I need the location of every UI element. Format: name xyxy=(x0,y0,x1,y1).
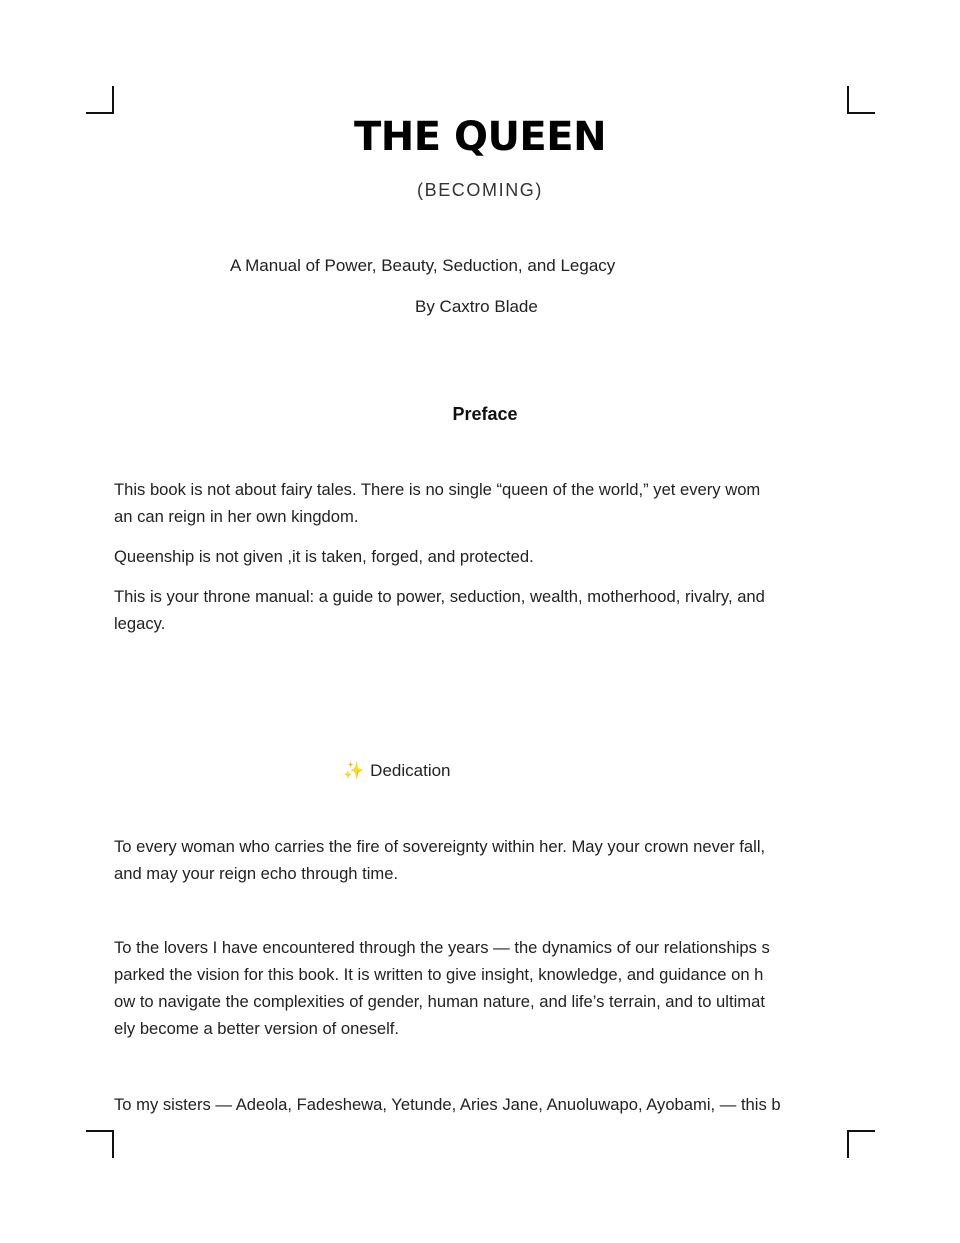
text-line: To my sisters — Adeola, Fadeshewa, Yetunde, Aries Jane, Anuoluwapo, Ayobami, — this b xyxy=(114,1095,781,1114)
text-line: To every woman who carries the fire of sovereignty within her. May your crown never fall, xyxy=(114,837,766,856)
preface-paragraph-3 xyxy=(114,583,854,637)
preface-heading: Preface xyxy=(452,404,518,424)
dedication-paragraph-1 xyxy=(114,833,854,887)
book-title: THE QUEEN xyxy=(353,114,607,160)
text-line: ely become a better version of oneself. xyxy=(114,1019,400,1038)
preface-paragraph-2 xyxy=(114,543,854,570)
text-line: ow to navigate the complexities of gender, human nature, and life’s terrain, and to ultimat xyxy=(114,992,765,1011)
text-line: This book is not about fairy tales. There is no single “queen of the world,” yet every wom xyxy=(114,480,761,499)
dedication-paragraph-3 xyxy=(114,1091,854,1118)
dedication-paragraph-2 xyxy=(114,934,854,1042)
text-line: Queenship is not given ,it is taken, forged, and protected. xyxy=(114,547,534,566)
book-tagline: A Manual of Power, Beauty, Seduction, and Legacy xyxy=(230,256,616,275)
crop-mark-top-right xyxy=(847,86,875,114)
crop-mark-top-left xyxy=(86,86,114,114)
dedication-heading-label: Dedication xyxy=(370,761,451,780)
book-author: By Caxtro Blade xyxy=(415,297,538,316)
text-line: This is your throne manual: a guide to power, seduction, wealth, motherhood, rivalry, and xyxy=(114,587,765,606)
text-line: legacy. xyxy=(114,614,166,633)
crop-mark-bottom-right xyxy=(847,1130,875,1158)
crop-mark-bottom-left xyxy=(86,1130,114,1158)
book-subtitle: (BECOMING) xyxy=(417,180,543,200)
sparkles-icon: ✨ xyxy=(343,761,365,780)
dedication-heading xyxy=(343,761,451,781)
preface-paragraph-1 xyxy=(114,476,854,530)
text-line: an can reign in her own kingdom. xyxy=(114,507,359,526)
text-line: and may your reign echo through time. xyxy=(114,864,399,883)
text-line: To the lovers I have encountered through the years — the dynamics of our relationships s xyxy=(114,938,770,957)
text-line: parked the vision for this book. It is written to give insight, knowledge, and guidance on h xyxy=(114,965,764,984)
